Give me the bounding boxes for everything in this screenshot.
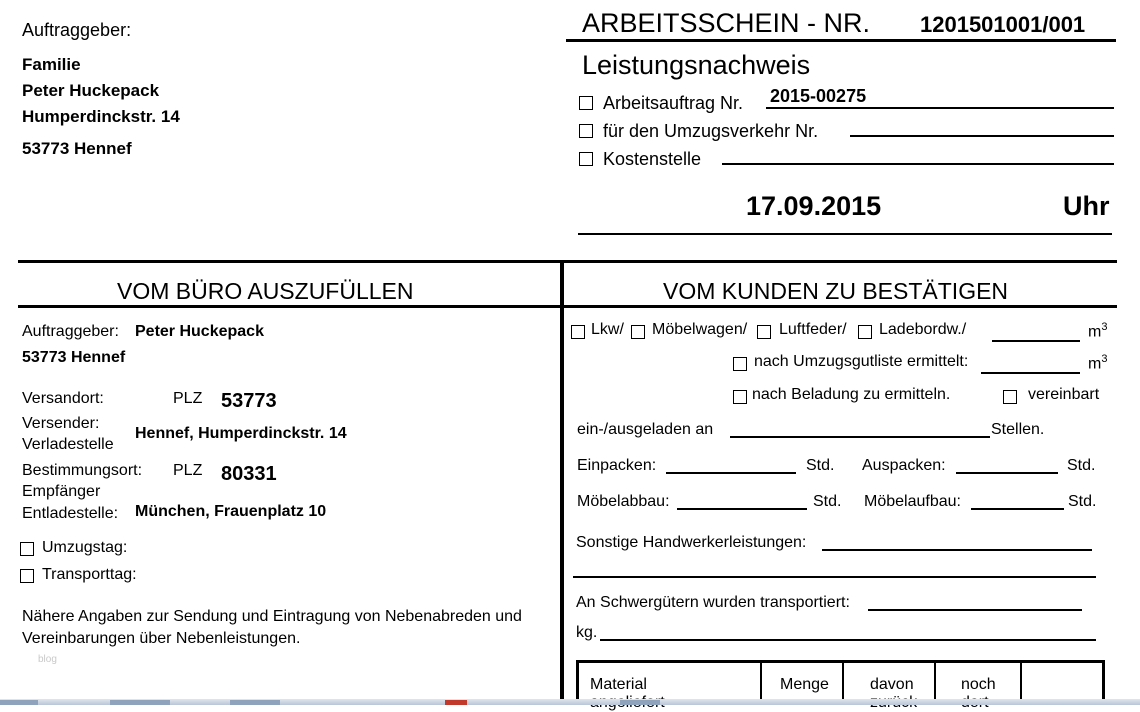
taskbar-item-2[interactable]	[110, 700, 170, 705]
cost-center-label: Kostenstelle	[603, 149, 702, 169]
loaded-at-line[interactable]	[730, 436, 990, 438]
taskbar-item-4[interactable]	[445, 700, 467, 705]
volume-line-2	[981, 372, 1080, 374]
heavy-goods-line[interactable]	[868, 609, 1082, 611]
checkbox-work-order[interactable]	[579, 96, 593, 110]
section-top-rule	[18, 260, 1117, 263]
dismantle-label: Möbelabbau:	[577, 493, 670, 510]
sender-value: Hennef, Humperdinckstr. 14	[135, 425, 347, 442]
customer-heading: VOM KUNDEN ZU BESTÄTIGEN	[663, 278, 1009, 304]
origin-label: Versandort:	[22, 390, 104, 407]
transport-day-label: Transporttag:	[42, 566, 137, 583]
kg-line[interactable]	[600, 639, 1096, 641]
taskbar-item-1[interactable]	[0, 700, 38, 705]
unpacking-hours: Std.	[1067, 457, 1096, 474]
client-line-1: Familie	[22, 55, 81, 74]
checkbox-moving-day[interactable]	[20, 542, 34, 556]
van-label: Möbelwagen/	[652, 321, 748, 338]
packing-line[interactable]	[666, 472, 796, 474]
client-line-2: Peter Huckepack	[22, 81, 160, 100]
table-header-returned: davon	[870, 676, 914, 693]
assembly-hours: Std.	[1068, 493, 1097, 510]
client-label: Auftraggeber:	[22, 20, 132, 40]
unit-m3-1	[1088, 321, 1107, 341]
checkbox-transport-day[interactable]	[20, 569, 34, 583]
form-title: ARBEITSSCHEIN - NR.	[582, 8, 871, 38]
loading-place-label: Verladestelle	[22, 436, 114, 453]
checkbox-cost-center[interactable]	[579, 152, 593, 166]
truck-label: Lkw/	[591, 321, 624, 338]
unit-exponent: 3	[1101, 353, 1108, 365]
dismantle-line[interactable]	[677, 508, 807, 510]
dest-plz-value: 80331	[221, 463, 277, 485]
checkbox-moving-traffic[interactable]	[579, 124, 593, 138]
after-loading-label: nach Beladung zu ermitteln.	[752, 386, 951, 403]
client-line-3: Humperdinckstr. 14	[22, 107, 180, 126]
moving-traffic-label: für den Umzugsverkehr Nr.	[603, 121, 819, 141]
work-order-line	[766, 107, 1114, 109]
date-value: 17.09.2015	[746, 191, 882, 221]
dismantle-hours: Std.	[813, 493, 842, 510]
title-underline	[566, 39, 1116, 42]
office-client-city: 53773 Hennef	[22, 349, 126, 366]
table-header-quantity: Menge	[780, 676, 829, 693]
heavy-goods-label: An Schwergütern wurden transportiert:	[576, 594, 850, 611]
moving-day-label: Umzugstag:	[42, 539, 128, 556]
form-subtitle: Leistungsnachweis	[582, 50, 811, 80]
sender-label: Versender:	[22, 415, 100, 432]
checkbox-agreed[interactable]	[1003, 390, 1017, 404]
assembly-line[interactable]	[971, 508, 1064, 510]
checkbox-van[interactable]	[631, 325, 645, 339]
recipient-label: Empfänger	[22, 483, 101, 500]
dest-plz-label: PLZ	[173, 462, 203, 479]
air-suspension-label: Luftfeder/	[779, 321, 847, 338]
client-line-4: 53773 Hennef	[22, 139, 132, 158]
places-label: Stellen.	[991, 421, 1045, 438]
form-number: 1201501001/001	[920, 12, 1086, 37]
origin-plz-label: PLZ	[173, 390, 203, 407]
checkbox-inventory-list[interactable]	[733, 357, 747, 371]
work-order-label: Arbeitsauftrag Nr.	[603, 93, 744, 113]
section-header-rule	[18, 305, 1117, 308]
kg-label: kg.	[576, 624, 598, 641]
checkbox-air-suspension[interactable]	[757, 325, 771, 339]
loaded-at-label: ein-/ausgeladen an	[577, 421, 714, 438]
time-label: Uhr	[1063, 191, 1110, 221]
office-heading: VOM BÜRO AUSZUFÜLLEN	[117, 278, 414, 304]
date-line	[578, 233, 1112, 235]
volume-line-1	[992, 340, 1080, 342]
taskbar-item-3[interactable]	[230, 700, 280, 705]
unit-m: m	[1088, 323, 1102, 341]
note-line-1: Nähere Angaben zur Sendung und Eintragung von Nebenabreden und	[22, 608, 522, 625]
office-client-name: Peter Huckepack	[135, 323, 264, 340]
watermark-text: blog	[38, 654, 57, 665]
destination-label: Bestimmungsort:	[22, 462, 143, 479]
other-services-label: Sonstige Handwerkerleistungen:	[576, 534, 807, 551]
table-header-material: Material	[590, 676, 647, 693]
checkbox-truck[interactable]	[571, 325, 585, 339]
packing-hours: Std.	[806, 457, 835, 474]
moving-traffic-line	[850, 135, 1114, 137]
origin-plz-value: 53773	[221, 390, 277, 412]
other-services-line-1[interactable]	[822, 549, 1092, 551]
table-header-remaining: noch	[961, 676, 996, 693]
note-line-2: Vereinbarungen über Nebenleistungen.	[22, 630, 301, 647]
unpacking-line[interactable]	[956, 472, 1058, 474]
unit-m3-2	[1088, 353, 1107, 373]
assembly-label: Möbelaufbau:	[864, 493, 961, 510]
section-divider	[560, 262, 564, 702]
taskbar	[0, 699, 1140, 705]
agreed-label: vereinbart	[1028, 386, 1100, 403]
checkbox-tail-lift[interactable]	[858, 325, 872, 339]
checkbox-after-loading[interactable]	[733, 390, 747, 404]
other-services-line-2[interactable]	[573, 576, 1096, 578]
packing-label: Einpacken:	[577, 457, 657, 474]
unpacking-label: Auspacken:	[862, 457, 946, 474]
destination-value: München, Frauenplatz 10	[135, 503, 327, 520]
unloading-place-label: Entladestelle:	[22, 505, 119, 522]
work-order-value[interactable]: 2015-00275	[770, 86, 867, 106]
tail-lift-label: Ladebordw./	[879, 321, 967, 338]
office-client-label: Auftraggeber:	[22, 323, 119, 340]
unit-m: m	[1088, 355, 1102, 373]
cost-center-line	[722, 163, 1114, 165]
inventory-list-label: nach Umzugsgutliste ermittelt:	[754, 353, 969, 370]
taskbar-item-5[interactable]	[620, 700, 660, 705]
unit-exponent: 3	[1101, 321, 1108, 333]
